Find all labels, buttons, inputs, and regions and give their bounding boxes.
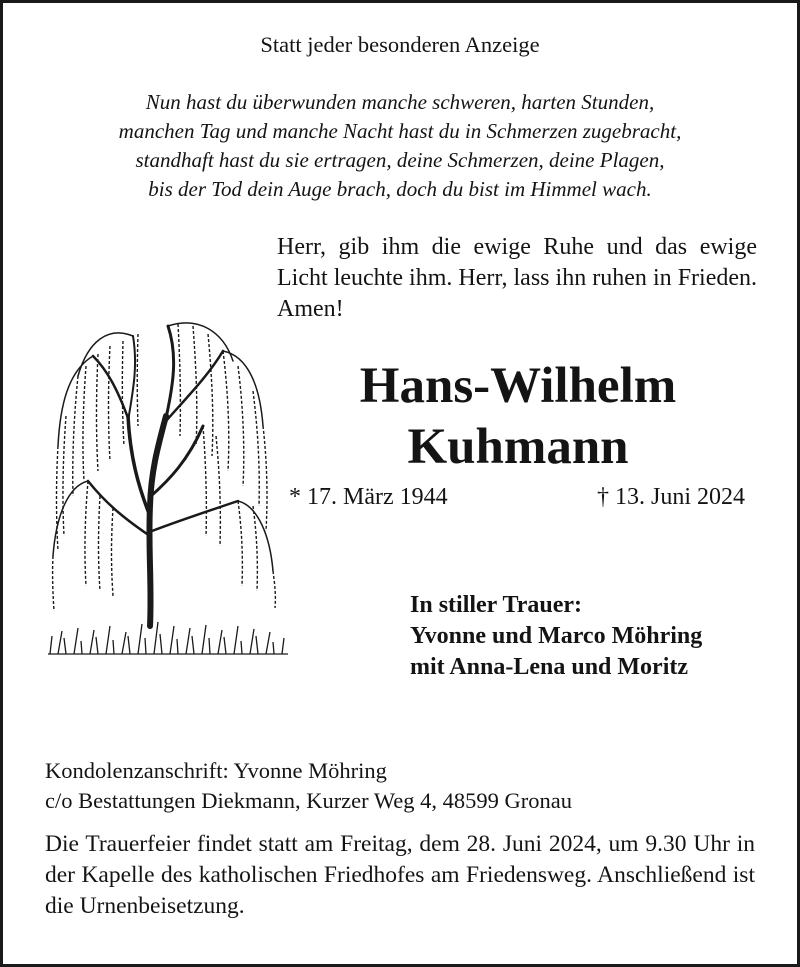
poem-line: bis der Tod dein Auge brach, doch du bist im Himmel wach. [148,177,652,201]
mourning-line: mit Anna-Lena und Moritz [410,654,689,680]
poem-line: Nun hast du überwunden manche schweren, harten Stunden, [145,90,655,114]
mourning-line: Yvonne und Marco Möhring [410,623,703,649]
condolence-line: c/o Bestattungen Diekmann, Kurzer Weg 4, 48599 Gronau [45,788,573,813]
condolence-address [45,756,572,816]
deceased-name [278,356,758,478]
poem-line: manchen Tag und manche Nacht hast du in Schmerzen zugebracht, [118,119,682,143]
poem [0,88,800,204]
deceased-first-name: Hans-Wilhelm [359,358,677,414]
poem-line: standhaft hast du sie ertragen, deine Schmerzen, deine Plagen, [135,148,665,172]
funeral-info: Die Trauerfeier findet statt am Freitag, dem 28. Juni 2024, um 9.30 Uhr in der Kapelle des katholischen Friedhofes am Friedensweg. Anschließend ist die Urnenbeisetzung. [45,831,755,919]
weeping-willow-icon [38,296,288,661]
death-date: † 13. Juni 2024 [596,484,745,510]
mourning-line: In stiller Trauer: [410,592,582,618]
deceased-last-name: Kuhmann [407,419,629,475]
birth-date: * 17. März 1944 [289,484,448,510]
prayer-text: Herr, gib ihm die ewige Ruhe und das ewige Licht leuchte ihm. Herr, lass ihn ruhen in Frieden. Amen! [277,234,757,322]
header-notice: Statt jeder besonderen Anzeige [260,32,540,57]
mourners-signature [410,590,702,683]
condolence-line: Kondolenzanschrift: Yvonne Möhring [45,758,387,783]
